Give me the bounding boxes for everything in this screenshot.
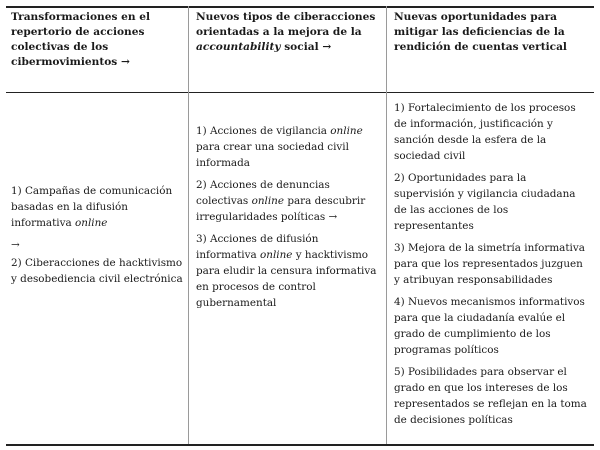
list-item: 1) Campañas de comunicación basadas en la difusión informativa online [11, 185, 173, 229]
header-col2-text-end: social [280, 41, 319, 53]
list-item: 4) Nuevos mecanismos informativos para que la ciudadanía evalúe el grado de cumplimiento de los programas políticos [394, 296, 585, 356]
header-col2 [196, 10, 380, 55]
header-col2-italic: accountability [196, 41, 281, 53]
header-col1-arrow: → [120, 56, 130, 68]
list-item: 2) Oportunidades para la supervisión y vigilancia ciudadana de las acciones de los representantes [394, 172, 576, 232]
header-col1-text: Transformaciones en el repertorio de acciones colectivas de los cibermovimientos [11, 11, 151, 68]
list-item: 1) Acciones de vigilancia online para crear una sociedad civil informada [196, 125, 363, 169]
body-col3 [394, 100, 590, 434]
body-col2 [196, 123, 378, 317]
list-item: 5) Posibilidades para observar el grado en que los intereses de los representados se reflejan en la toma de decisiones políticas [394, 366, 587, 426]
table [6, 6, 594, 446]
header-col2-text: Nuevos tipos de ciberacciones orientadas a la mejora de la [196, 11, 376, 38]
list-item: 3) Mejora de la simetría informativa para que los representados juzguen y atribuyan responsabilidades [394, 242, 585, 286]
column-divider [188, 6, 189, 444]
body-col1 [11, 183, 183, 293]
list-item: 2) Ciberacciones de hacktivismo y desobediencia civil electrónica [11, 257, 183, 285]
list-item: 1) Fortalecimiento de los procesos de información, justificación y sanción desde la esfera de la sociedad civil [394, 102, 576, 162]
header-col1 [11, 10, 183, 70]
list-item: 3) Acciones de difusión informativa online y hacktivismo para eludir la censura informativa en procesos de control gubernamental [196, 233, 377, 309]
column-divider [386, 6, 387, 444]
list-item: 2) Acciones de denuncias colectivas online para descubrir irregularidades políticas → [196, 179, 366, 223]
table-header-rule [6, 92, 594, 93]
header-col2-arrow: → [322, 41, 332, 53]
header-col3 [394, 10, 592, 55]
table-top-rule [6, 6, 594, 8]
arrow-indicator: → [11, 239, 20, 251]
header-col3-text: Nuevas oportunidades para mitigar las deficiencias de la rendición de cuentas vertical [394, 11, 567, 53]
table-bottom-rule [6, 444, 594, 446]
